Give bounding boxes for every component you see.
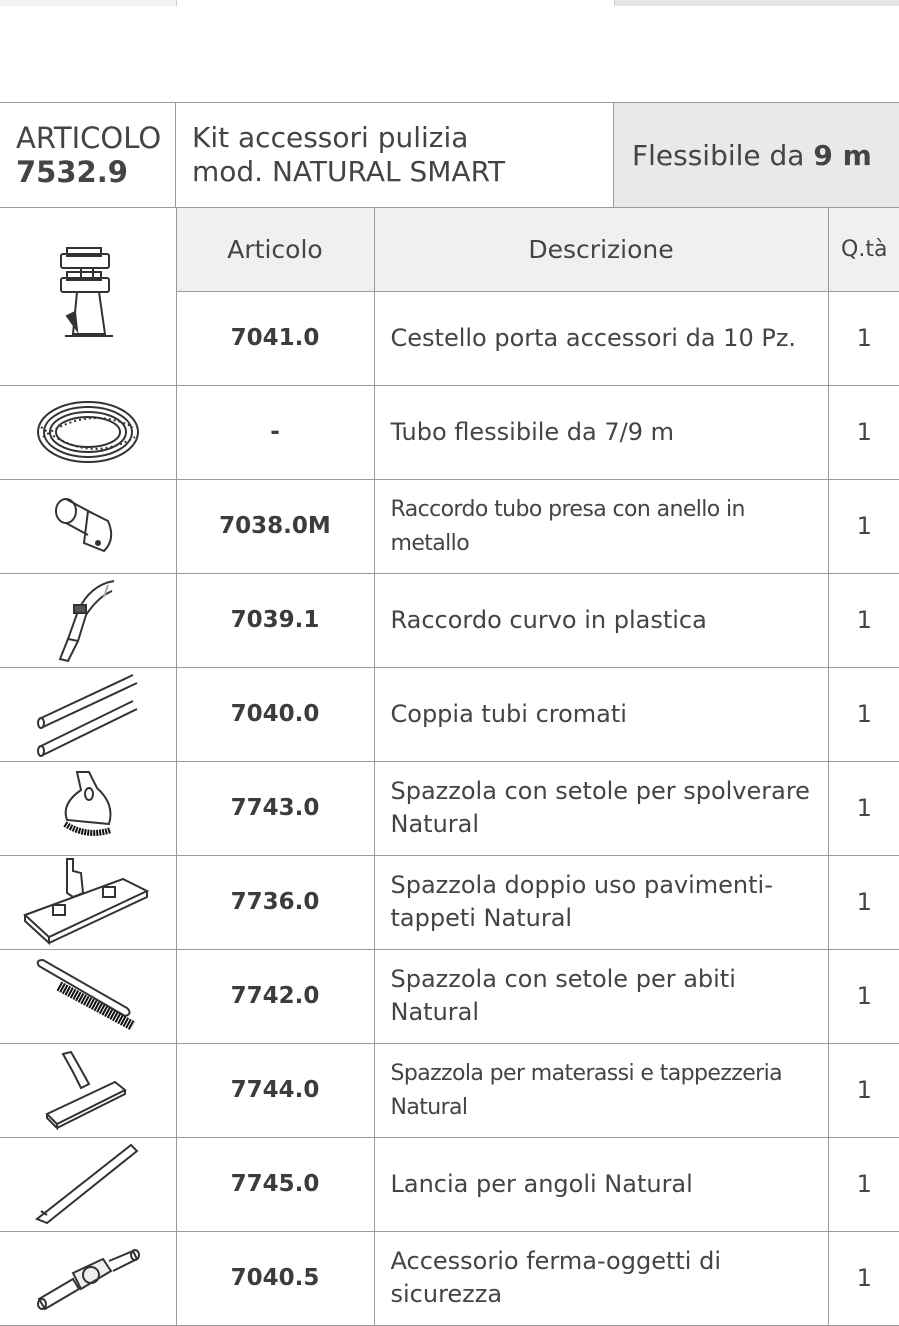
table-row — [0, 1043, 899, 1137]
row-image-cell — [0, 208, 176, 385]
clothes-brush-icon — [33, 956, 143, 1036]
table-row — [0, 479, 899, 573]
accessories-table — [0, 208, 899, 1326]
item-description: Tubo flessibile da 7/9 m — [374, 385, 828, 479]
item-quantity: 1 — [828, 1231, 899, 1325]
item-code: 7745.0 — [176, 1137, 374, 1231]
hose-connector-icon — [48, 491, 128, 561]
item-code: 7041.0 — [176, 291, 374, 385]
item-description: Raccordo tubo presa con anello in metallo — [374, 479, 828, 573]
dusting-brush-icon — [53, 768, 123, 848]
article-cell — [0, 103, 176, 207]
hose-length-value: 9 m — [813, 138, 872, 172]
table-row — [0, 761, 899, 855]
item-description: Accessorio ferma-oggetti di sicurezza — [374, 1231, 828, 1325]
table-row — [0, 385, 899, 479]
safety-stopper-icon — [33, 1243, 143, 1313]
kit-title-line1: Kit accessori pulizia — [192, 121, 469, 154]
kit-title-cell — [176, 103, 614, 207]
item-quantity: 1 — [828, 667, 899, 761]
item-quantity: 1 — [828, 949, 899, 1043]
article-code: 7532.9 — [16, 155, 128, 189]
item-quantity: 1 — [828, 1043, 899, 1137]
table-header-row — [0, 208, 899, 291]
hose-length-cell — [614, 103, 899, 207]
item-description: Spazzola per materassi e tappezzeria Natural — [374, 1043, 828, 1137]
item-quantity: 1 — [828, 1137, 899, 1231]
table-row — [0, 1137, 899, 1231]
item-description: Spazzola con setole per abiti Natural — [374, 949, 828, 1043]
item-code: 7743.0 — [176, 761, 374, 855]
col-header-qta: Q.tà — [828, 208, 899, 291]
item-quantity: 1 — [828, 855, 899, 949]
item-description: Cestello porta accessori da 10 Pz. — [374, 291, 828, 385]
item-description: Spazzola con setole per spolverare Natural — [374, 761, 828, 855]
accessory-basket-icon — [53, 246, 123, 346]
floor-brush-icon — [23, 857, 153, 947]
item-description: Lancia per angoli Natural — [374, 1137, 828, 1231]
chrome-tubes-icon — [33, 671, 143, 757]
curved-handle-icon — [48, 577, 128, 663]
item-code: 7039.1 — [176, 573, 374, 667]
hose-length-prefix: Flessibile da — [632, 138, 805, 172]
item-quantity: 1 — [828, 479, 899, 573]
item-code: 7038.0M — [176, 479, 374, 573]
table-row — [0, 949, 899, 1043]
item-code: 7040.0 — [176, 667, 374, 761]
item-code: 7040.5 — [176, 1231, 374, 1325]
col-header-articolo: Articolo — [176, 208, 374, 291]
item-code: 7742.0 — [176, 949, 374, 1043]
item-quantity: 1 — [828, 573, 899, 667]
item-description: Raccordo curvo in plastica — [374, 573, 828, 667]
item-code: 7744.0 — [176, 1043, 374, 1137]
top-strip — [0, 0, 899, 6]
crevice-tool-icon — [33, 1141, 143, 1227]
item-code: - — [176, 385, 374, 479]
table-row — [0, 1231, 899, 1325]
article-label: ARTICOLO — [16, 121, 162, 155]
upholstery-tool-icon — [43, 1050, 133, 1130]
kit-header — [0, 102, 899, 208]
item-description: Spazzola doppio uso pavimenti- tappeti Natural — [374, 855, 828, 949]
flexible-hose-icon — [33, 397, 143, 467]
item-quantity: 1 — [828, 291, 899, 385]
item-quantity: 1 — [828, 761, 899, 855]
col-header-descrizione: Descrizione — [374, 208, 828, 291]
item-description: Coppia tubi cromati — [374, 667, 828, 761]
table-row — [0, 573, 899, 667]
table-row — [0, 855, 899, 949]
item-code: 7736.0 — [176, 855, 374, 949]
kit-title-line2: mod. NATURAL SMART — [192, 155, 506, 188]
item-quantity: 1 — [828, 385, 899, 479]
table-row — [0, 667, 899, 761]
